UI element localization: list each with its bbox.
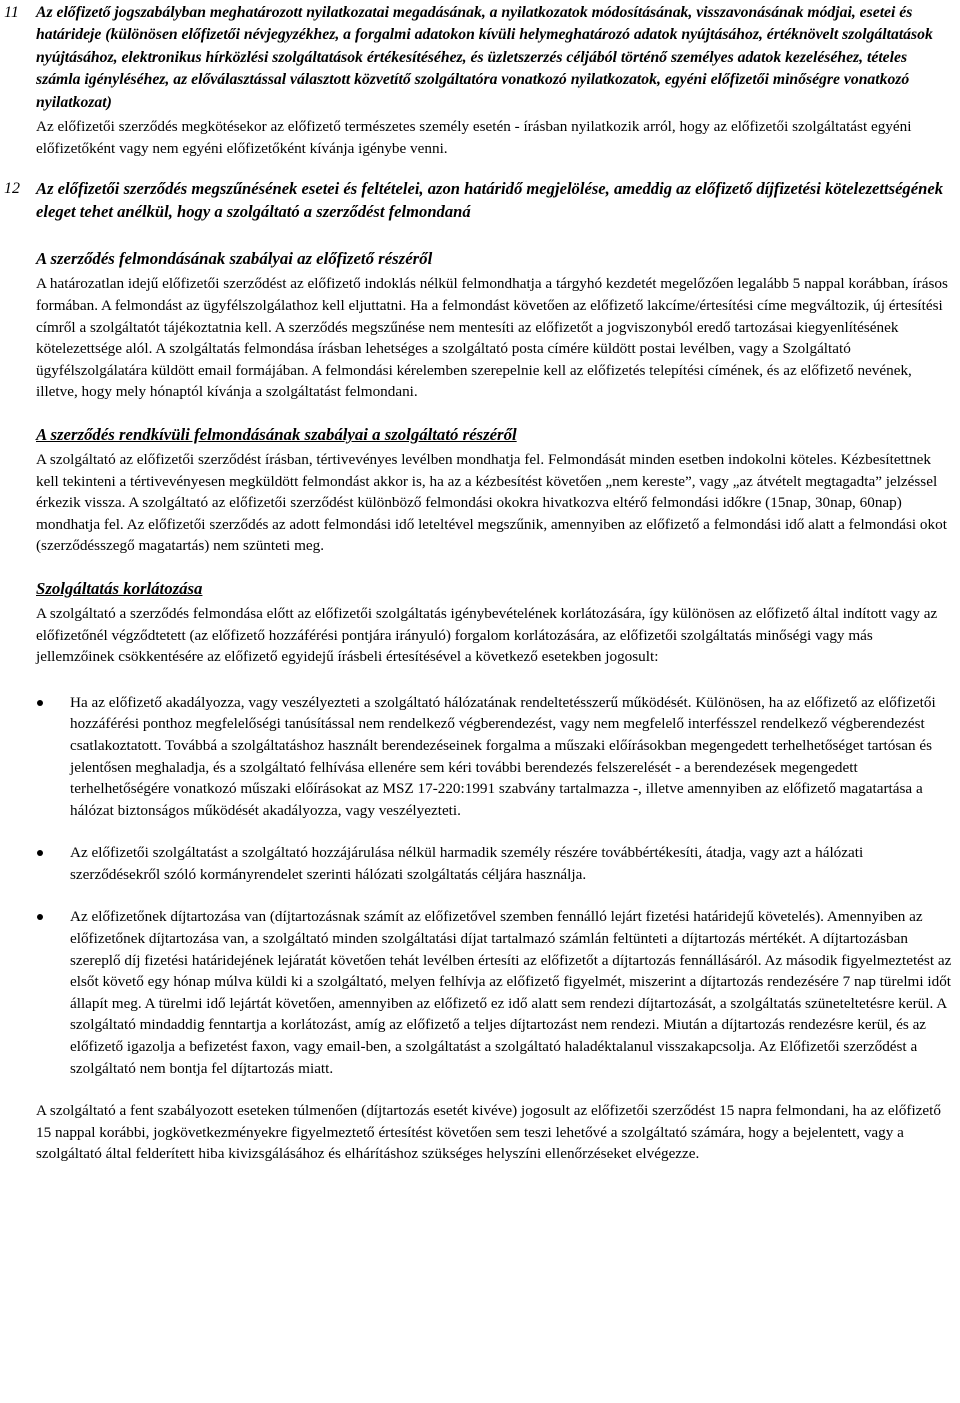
section-body: Az előfizetői szerződés megkötésekor az előfizető természetes személy esetén - írásban nyilatkozik arról, hogy az előfizetői szolgáltatást egyéni előfizetőként vagy nem egyéni előfizetőként kívánja igénybe venni. (36, 118, 912, 157)
bullet-icon (37, 850, 43, 856)
section-11 (0, 2, 960, 159)
section-number: 11 (4, 4, 19, 21)
document-page (0, 2, 960, 1403)
list-item-text: Az előfizetőnek díjtartozása van (díjtartozásnak számít az előfizetővel szemben fennálló lejárt fizetési határidejű követelés). Amennyiben az előfizetőnek díjtartozása van, a szolgáltató minden szolgáltatási díjat tartalmazó számlán feltünteti a díjtartozás mértékét. A díjtartozásban szereplő díj fizetési határidejének lejáratát követően tehát levélben értesíti az előfizetőt a díjtartozás fennállásáról. Az második figyelmeztetést az elsőt követő egy hónap múlva küldi ki a szolgáltató, melyen felhívja az előfizető figyelmét, miszerint a díjtartozás rendezésére 7 nap türelmi időt állapít meg. A türelmi idő lejártát követően, amennyiben az előfizető ez idő alatt sem rendezi díjtartozását, a szolgáltatás szüneteltetésre kerül. A szolgáltató mindaddig fenntartja a korlátozást, amíg az előfizető a teljes díjtartozást nem rendezi. Miután a díjtartozás rendezésre kerül, és az előfizető igazolja a befizetést faxon, vagy email-ben, a szolgáltatást a szolgáltató haladéktalanul visszakapcsolja. Az Előfizetői szerződést a szolgáltató nem bontja fel díjtartozás miatt. (70, 908, 952, 1077)
section-title: Az előfizetői szerződés megszűnésének esetei és feltételei, azon határidő megjelölése, ameddig az előfizető díjfizetési kötelezettségének eleget tehet anélkül, hogy a szolgáltató a szerződést felmondaná (36, 179, 943, 221)
subsection-heading: A szerződés felmondásának szabályai az előfizető részéről (36, 249, 433, 269)
subsection-closing: A szolgáltató a fent szabályozott eseteken túlmenően (díjtartozás esetét kivéve) jogosult az előfizetői szerződést 15 napra felmondani, ha az előfizető 15 nappal korábbi, jogkövetkezményekre figyelmeztető értesítést követően sem teszi lehetővé a szolgáltató számára, hogy a bejelentett, vagy a szolgáltató által felderített hiba kivizsgálásához és elhárításhoz szükséges helyszíni ellenőrzéseket elvégezze. (36, 1102, 941, 1163)
list-item-text: Ha az előfizető akadályozza, vagy veszélyezteti a szolgáltató hálózatának rendeltetésszerű működését. Különösen, ha az előfizető az előfizetői hozzáférési ponthoz megfelelőségi tanúsítással nem rendelkező végberendezést, vagy nem megfelelő interfésszel rendelkező végberendezést csatlakoztatott. Továbbá a szolgáltatáshoz használt berendezéseinek forgalma a műszaki előírásokban megengedett terhelhetőséget tartósan és jelentősen meghaladja, és a szolgáltató felhívása ellenére sem kéri további berendezés felszerelését - a berendezések megengedett terhelhetőségére vonatkozó műszaki előírásokat az MSZ 17-220:1991 szabvány tartalmazza -, illetve amennyiben az előfizető magatartása a hálózat biztonságos működését akadályozza, vagy veszélyezteti. (70, 693, 936, 819)
subsection-heading: A szerződés rendkívüli felmondásának szabályai a szolgáltató részéről (36, 424, 517, 444)
section-number: 12 (4, 180, 20, 198)
bullet-icon (37, 914, 43, 920)
bullet-icon (37, 700, 43, 706)
section-title: Az előfizető jogszabályban meghatározott nyilatkozatai megadásának, a nyilatkozatok módosításának, visszavonásának módjai, esetei és határideje (különösen előfizetői névjegyzékhez, a forgalmi adatokon kívüli helymeghatározó adatok nyújtásához, értéknövelt szolgáltatások nyújtásához, elektronikus hírközlési szolgáltatások értékesítéséhez, és üzletszerzés céljából történő személyes adatok kezeléséhez, tételes számla igényléséhez, az előválasztással választott közvetítő szolgáltatóra vonatkozó nyilatkozatok, egyéni előfizetői minőségre vonatkozó nyilatkozat) (36, 4, 933, 111)
list-item (36, 692, 952, 822)
subsection-heading: Szolgáltatás korlátozása (36, 578, 203, 598)
list-item-text: Az előfizetői szolgáltatást a szolgáltató hozzájárulása nélkül harmadik személy részére továbbértékesíti, átadja, vagy azt a hálózati szerződésekről szóló kormányrendelet szerinti hálózati szolgáltatás céljára használja. (70, 844, 864, 883)
list-item (36, 842, 952, 885)
list-item (36, 906, 952, 1079)
subsection-body: A határozatlan idejű előfizetői szerződést az előfizető indoklás nélkül felmondhatja a tárgyhó kezdetét megelőzően legalább 5 nappal korábban, írásos formában. A felmondást az ügyfélszolgálathoz kell eljuttatni. Ha a felmondást követően az előfizető lakcíme/értesítési címe megváltozik, új értesítési címről a szolgáltatót tájékoztatnia kell. A szerződés megszűnése nem mentesíti az előfizetőt a jogviszonyból eredő tartozásai kiegyenlítésének kötelezettsége alól. A szolgáltatás felmondása írásban lehetséges a szolgáltató posta címére küldött postai levélben, vagy a Szolgáltató ügyfélszolgálatára küldött email formájában. A felmondási kérelemben szerepelnie kell az előfizetés telepítési címének, és az előfizető nevének, illetve, hogy mely hónaptól kívánja a szolgáltatást felmondani. (36, 275, 948, 401)
subsection-intro: A szolgáltató a szerződés felmondása előtt az előfizetői szolgáltatás igénybevételének korlátozására, így különösen az előfizető által indított vagy az előfizetőnél végződtetett (az előfizető hozzáférési pontjára irányuló) forgalom korlátozására, az előfizetői szolgáltatás minőségi vagy más jellemzőinek csökkentésére az előfizető egyidejű írásbeli értesítésével a következő esetekben jogosult: (36, 604, 938, 666)
subsection-body: A szolgáltató az előfizetői szerződést írásban, tértivevényes levélben mondhatja fel. Felmondását minden esetben indokolni köteles. Kézbesítettnek kell tekinteni a tértivevényesen megküldött felmondást akkor is, ha az a kézbesítést követően „nem kereste”, vagy „az átvételt megtagadta” jelzéssel érkezik vissza. A szolgáltató az előfizetői szerződést különböző felmondási okokra hivatkozva eltérő felmondási időkre (15nap, 30nap, 60nap) mondhatja fel. Az előfizetői szerződés az adott felmondási idő leteltével megszűnik, amennyiben az előfizető a felmondási idő alatt a felmondási okot (szerződésszegő magatartás) nem szünteti meg. (36, 450, 947, 555)
section-12 (0, 178, 960, 1165)
bullet-list (36, 692, 952, 1080)
